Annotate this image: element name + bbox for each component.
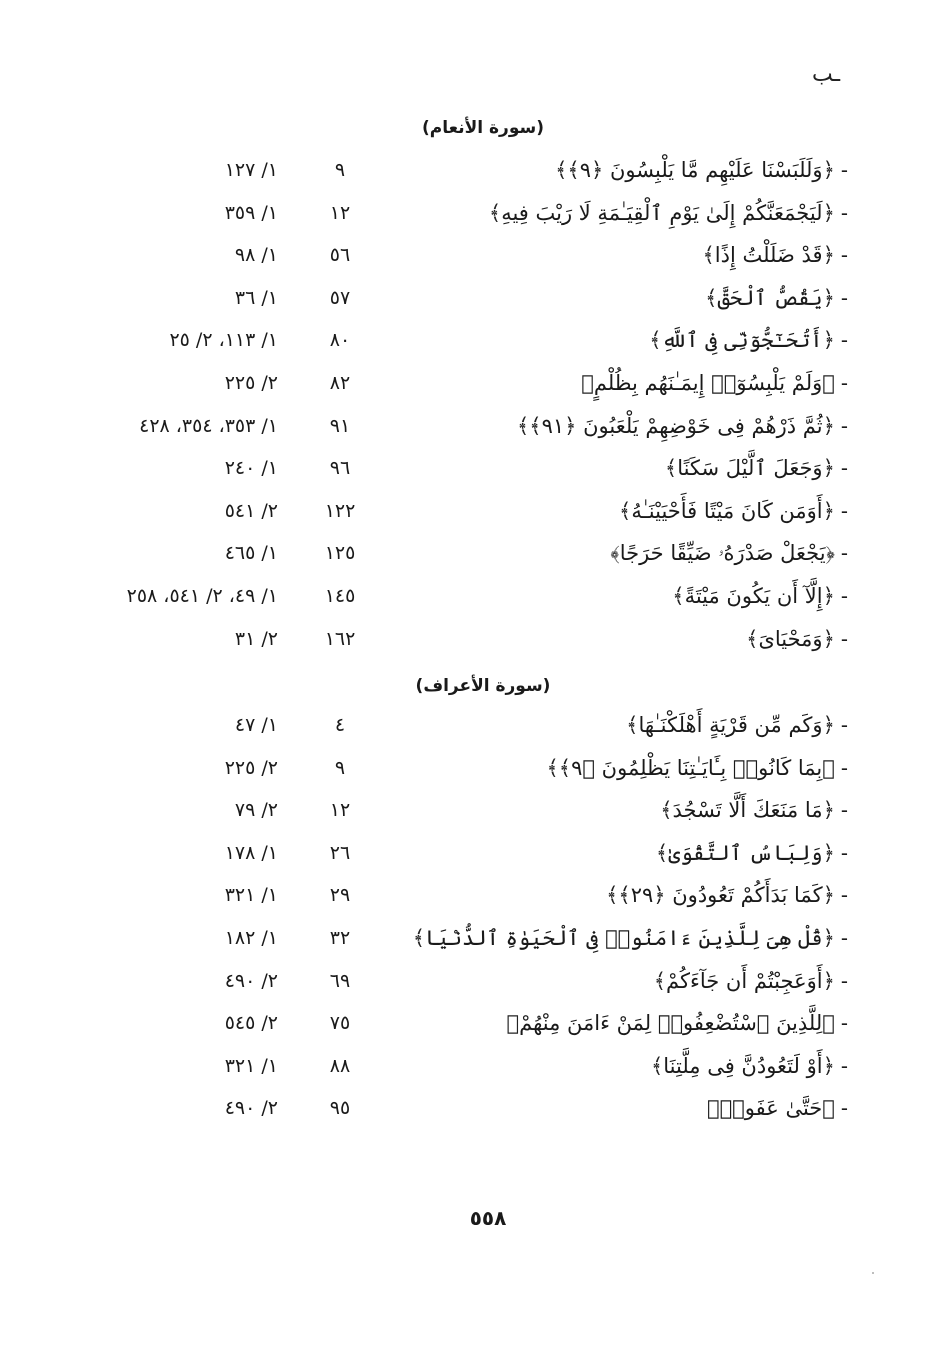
verse-quote: ثُمَّ ذَرْهُمْ فِى خَوْضِهِمْ يَلْعَبُونَ ﴿٩١﴾ [529, 414, 823, 438]
entry-dash: - [840, 1096, 848, 1120]
open-ornate-bracket: ﴿ [822, 713, 835, 737]
verse-quote: لِلَّذِينَ ٱسْتُضْعِفُوا۟ لِمَنْ ءَامَنَ مِنْهُمْ [519, 1011, 823, 1035]
close-ornate-bracket: ﴾ [488, 201, 502, 225]
page-reference: ٢/ ٤٩٠ [224, 1097, 278, 1119]
page-reference: ١/ ٣٢١ [224, 1055, 278, 1077]
ayah-number: ١٢ [329, 799, 351, 821]
ayah-number: ٤ [334, 714, 346, 736]
ayah-number: ٦٩ [329, 970, 351, 992]
verse-text [649, 325, 848, 355]
page-reference: ١/ ٩٨ [234, 244, 278, 266]
ayah-number: ٥٧ [329, 287, 351, 309]
open-ornate-bracket: ﴿ [822, 627, 835, 651]
verse-text [626, 710, 848, 740]
close-ornate-bracket: ﴾ [412, 926, 426, 950]
ayah-number: ٩ [334, 159, 346, 181]
index-entry-row [0, 966, 943, 996]
close-ornate-bracket: ﴾ [555, 158, 568, 182]
close-ornate-bracket: ﴾ [606, 883, 619, 907]
verse-text [656, 838, 848, 868]
page-reference: ٢/ ٤٩٠ [224, 970, 278, 992]
ayah-number: ٩ [334, 757, 346, 779]
verse-text [660, 795, 848, 825]
ayah-number: ٢٩ [329, 884, 351, 906]
entry-dash: - [840, 414, 848, 438]
verse-text [610, 538, 848, 568]
close-ornate-bracket: ﴾ [626, 713, 639, 737]
open-ornate-bracket: ﴿ [822, 1011, 835, 1035]
verse-quote: وَلِبَاسُ ٱلتَّقْوَىٰ [668, 841, 823, 865]
open-ornate-bracket: ﴿ [822, 414, 835, 438]
index-entry-row [0, 624, 943, 654]
open-ornate-bracket: ﴿ [822, 883, 835, 907]
entry-dash: - [840, 158, 848, 182]
close-ornate-bracket: ﴾ [650, 1054, 664, 1078]
page-reference: ١/ ٣٢١ [224, 884, 278, 906]
open-ornate-bracket: ﴿ [822, 1054, 835, 1078]
entry-dash: - [840, 584, 848, 608]
page-number: ٥٥٨ [469, 1206, 507, 1230]
verse-quote: وَجَعَلَ ٱلَّيْلَ سَكَنًا [677, 456, 823, 480]
entry-dash: - [840, 286, 848, 310]
page-corner-mark: ـب [812, 62, 841, 87]
entry-dash: - [840, 798, 848, 822]
ayah-number: ١٢ [329, 202, 351, 224]
ayah-number: ١٤٥ [324, 585, 356, 607]
index-entry-row [0, 581, 943, 611]
ayah-number: ٨٠ [329, 329, 351, 351]
entry-dash: - [840, 371, 848, 395]
close-ornate-bracket: ﴾ [546, 756, 559, 780]
open-ornate-bracket: ﴿ [822, 584, 835, 608]
entry-dash: - [840, 1011, 848, 1035]
close-ornate-bracket: ﴾ [610, 541, 620, 565]
verse-text [654, 966, 848, 996]
verse-quote: وَلَلَبَسْنَا عَلَيْهِم مَّا يَلْبِسُونَ ﴿٩﴾ [567, 158, 823, 182]
entry-dash: - [840, 841, 848, 865]
verse-text [707, 1093, 848, 1123]
verse-text [517, 411, 848, 441]
close-ornate-bracket: ﴾ [706, 1096, 720, 1120]
close-ornate-bracket: ﴾ [664, 456, 678, 480]
ayah-number: ٩٦ [329, 457, 351, 479]
verse-quote: وَلَمْ يَلْبِسُوٓا۟ إِيمَـٰنَهُم بِظُلْمٍ [593, 371, 823, 395]
surah-title: (سورة الأنعام) [422, 118, 544, 138]
verse-quote: أَوَمَن كَانَ مَيْتًا فَأَحْيَيْنَـٰهُ [631, 499, 823, 523]
entry-dash: - [840, 926, 848, 950]
entry-dash: - [840, 756, 848, 780]
index-entry-row [0, 453, 943, 483]
open-ornate-bracket: ﴿ [822, 926, 835, 950]
verse-text [651, 1051, 848, 1081]
verse-quote: وَمَحْيَاىَ [758, 627, 823, 651]
ayah-number: ٢٦ [329, 842, 351, 864]
page-reference: ١/ ٤٧ [234, 714, 278, 736]
page-reference: ٢/ ٥٤١ [224, 500, 278, 522]
entry-dash: - [840, 1054, 848, 1078]
verse-quote: إِلَّآ أَن يَكُونَ مَيْتَةً [684, 584, 823, 608]
close-ornate-bracket: ﴾ [516, 414, 530, 438]
index-entry-row [0, 325, 943, 355]
index-entry-row [0, 838, 943, 868]
verse-text [665, 453, 848, 483]
open-ornate-bracket: ﴿ [822, 499, 835, 523]
index-entry-row [0, 795, 943, 825]
index-entry-row [0, 1051, 943, 1081]
page-reference: ٢/ ٧٩ [234, 799, 278, 821]
index-entry-row [0, 155, 943, 185]
scan-speck [872, 1272, 874, 1274]
verse-quote: يَجْعَلْ صَدْرَهُۥ ضَيِّقًا حَرَجًا [619, 541, 826, 565]
close-ornate-bracket: ﴾ [660, 798, 673, 822]
entry-dash: - [840, 541, 848, 565]
entry-dash: - [840, 499, 848, 523]
index-entry-row [0, 411, 943, 441]
verse-text [546, 753, 848, 783]
verse-quote: قُلْ هِىَ لِلَّذِينَ ءَامَنُوا۟ فِى ٱلْحَيَوٰةِ ٱلدُّنْيَا [425, 926, 823, 950]
index-entry-row [0, 880, 943, 910]
close-ornate-bracket: ﴾ [746, 627, 759, 651]
open-ornate-bracket: ﴿ [822, 371, 835, 395]
verse-text [606, 880, 848, 910]
verse-text [507, 1008, 849, 1038]
entry-dash: - [840, 201, 848, 225]
verse-text [746, 624, 848, 654]
verse-quote: حَتَّىٰ عَفَوا۟ [719, 1096, 823, 1120]
entry-dash: - [840, 969, 848, 993]
ayah-number: ٧٥ [329, 1012, 351, 1034]
index-entry-row [0, 710, 943, 740]
index-entry-row [0, 538, 943, 568]
ayah-number: ٩٥ [329, 1097, 351, 1119]
close-ornate-bracket: ﴾ [581, 371, 594, 395]
page-reference: ١/ ٤٦٥ [224, 542, 278, 564]
page-reference: ١/ ٤٩، ٢/ ٥٤١، ٢٥٨ [126, 585, 278, 607]
open-ornate-bracket: ﴿ [822, 158, 835, 182]
index-entry-row [0, 753, 943, 783]
verse-text [413, 923, 848, 953]
ayah-number: ٨٨ [329, 1055, 351, 1077]
entry-dash: - [840, 883, 848, 907]
verse-quote: أَوَعَجِبْتُمْ أَن جَآءَكُمْ [666, 969, 823, 993]
page-reference: ٢/ ٢٢٥ [224, 757, 278, 779]
verse-quote: قَدْ ضَلَلْتُ إِذًا [714, 243, 823, 267]
entry-dash: - [840, 713, 848, 737]
ayah-number: ٥٦ [329, 244, 351, 266]
index-entry-row [0, 283, 943, 313]
index-entry-row [0, 496, 943, 526]
index-entry-row [0, 240, 943, 270]
ayah-number: ٣٢ [329, 927, 351, 949]
close-ornate-bracket: ﴾ [655, 841, 669, 865]
ayah-number: ٨٢ [329, 372, 351, 394]
page-reference: ٢/ ٣١ [234, 628, 278, 650]
surah-title: (سورة الأعراف) [415, 676, 551, 696]
open-ornate-bracket: ﴿ [822, 456, 835, 480]
close-ornate-bracket: ﴾ [672, 584, 685, 608]
page-reference: ١/ ٢٤٠ [224, 457, 278, 479]
close-ornate-bracket: ﴾ [619, 499, 632, 523]
verse-quote: كَمَا بَدَأَكُمْ تَعُودُونَ ﴿٢٩﴾ [618, 883, 823, 907]
verse-text [702, 240, 848, 270]
index-entry-row [0, 923, 943, 953]
open-ornate-bracket: ﴿ [822, 756, 835, 780]
verse-quote: أَوْ لَتَعُودُنَّ فِى مِلَّتِنَا [663, 1054, 823, 1078]
open-ornate-bracket: ﴿ [822, 1096, 835, 1120]
open-ornate-bracket: ﴿ [822, 286, 835, 310]
verse-text [555, 155, 848, 185]
verse-text [705, 283, 848, 313]
open-ornate-bracket: ﴿ [822, 841, 835, 865]
page-reference: ١/ ٣٥٣، ٣٥٤، ٤٢٨ [139, 415, 278, 437]
close-ornate-bracket: ﴾ [653, 969, 667, 993]
entry-dash: - [840, 328, 848, 352]
index-entry-row [0, 1008, 943, 1038]
ayah-number: ١٦٢ [324, 628, 356, 650]
open-ornate-bracket: ﴿ [822, 798, 835, 822]
page-reference: ١/ ١٧٨ [224, 842, 278, 864]
page-reference: ٢/ ٥٤٥ [224, 1012, 278, 1034]
close-ornate-bracket: ﴾ [702, 243, 715, 267]
open-ornate-bracket: ﴿ [822, 201, 835, 225]
index-entry-row [0, 1093, 943, 1123]
page-reference: ١/ ١٢٧ [224, 159, 278, 181]
verse-quote: بِمَا كَانُوا۟ بِـَٔايَـٰتِنَا يَظْلِمُونَ ﴿٩﴾ [558, 756, 823, 780]
page-reference: ٢/ ٢٢٥ [224, 372, 278, 394]
index-entry-row [0, 198, 943, 228]
open-ornate-bracket: ﴿ [822, 969, 835, 993]
verse-quote: وَكَم مِّن قَرْيَةٍ أَهْلَكْنَـٰهَا [638, 713, 823, 737]
verse-text [672, 581, 848, 611]
entry-dash: - [840, 627, 848, 651]
page-reference: ١/ ١١٣، ٢/ ٢٥ [169, 329, 278, 351]
verse-text [489, 198, 848, 228]
close-ornate-bracket: ﴾ [705, 286, 718, 310]
page-reference: ١/ ٣٦ [234, 287, 278, 309]
verse-text [581, 368, 848, 398]
verse-quote: يَقُصُّ ٱلْحَقَّ [717, 286, 823, 310]
entry-dash: - [840, 243, 848, 267]
ayah-number: ١٢٢ [324, 500, 356, 522]
page-reference: ١/ ١٨٢ [224, 927, 278, 949]
ayah-number: ٩١ [329, 415, 351, 437]
verse-text [619, 496, 848, 526]
verse-quote: مَا مَنَعَكَ أَلَّا تَسْجُدَ [672, 798, 823, 822]
entry-dash: - [840, 456, 848, 480]
ayah-number: ١٢٥ [324, 542, 356, 564]
verse-quote: لَيَجْمَعَنَّكُمْ إِلَىٰ يَوْمِ ٱلْقِيَـٰمَةِ لَا رَيْبَ فِيهِ [501, 201, 823, 225]
close-ornate-bracket: ﴾ [506, 1011, 520, 1035]
index-entry-row [0, 368, 943, 398]
verse-quote: أَتُحَـٰٓجُّوٓنِّى فِى ٱللَّهِ [661, 328, 823, 352]
open-ornate-bracket: ﴿ [822, 328, 835, 352]
open-ornate-bracket: ﴿ [825, 541, 835, 565]
close-ornate-bracket: ﴾ [649, 328, 662, 352]
page-reference: ١/ ٣٥٩ [224, 202, 278, 224]
open-ornate-bracket: ﴿ [822, 243, 835, 267]
